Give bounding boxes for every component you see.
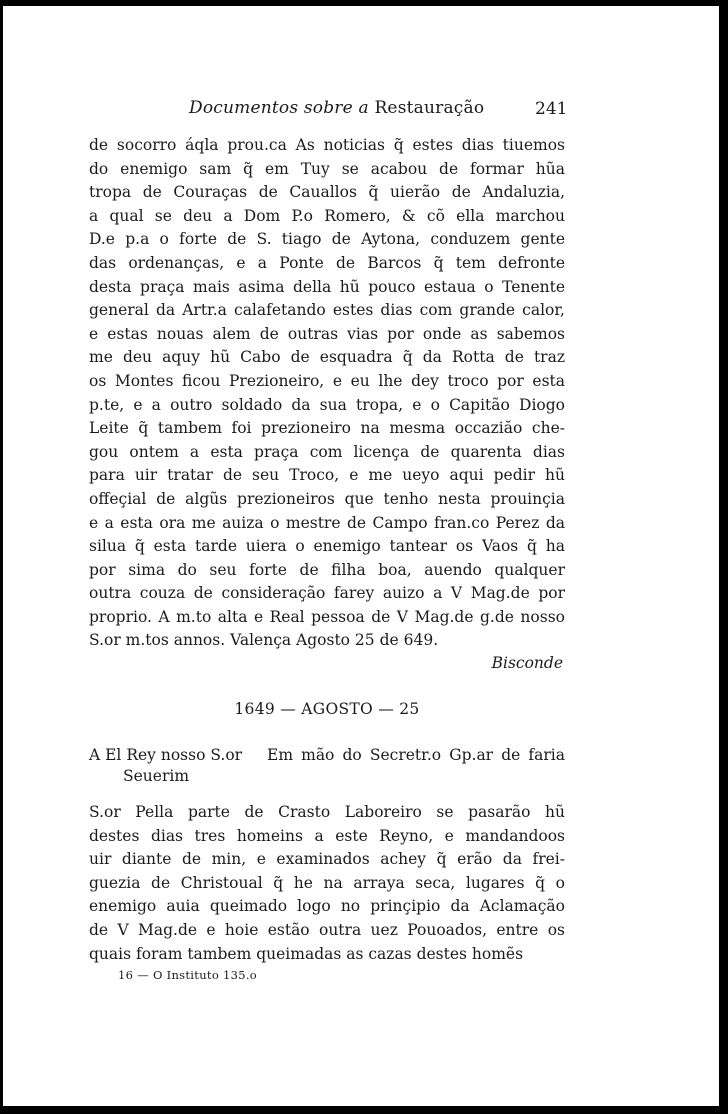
running-title-italic: Documentos sobre a bbox=[189, 98, 369, 118]
text-line: de socorro áqla prou.ca As noticias q̃ estes dias tiuemos bbox=[89, 136, 565, 154]
text-line: general da Artr.a calafetando estes dias com grande calor, bbox=[89, 301, 565, 320]
text-line: do enemigo sam q̃ em Tuy se acabou de formar hũa bbox=[89, 159, 565, 178]
text-line: de V Mag.de e hoie estão outra uez Pouoados, entre os bbox=[89, 920, 565, 939]
text-line: p.te, e a outro soldado da sua tropa, e o Capitão Diogo bbox=[89, 395, 565, 414]
text-line: a qual se deu a Dom P.o Romero, & cõ ella marchou bbox=[89, 206, 565, 225]
text-line: quais foram tambem queimadas as cazas destes homẽs bbox=[89, 944, 524, 963]
text-line: e a esta ora me auiza o mestre de Campo fran.co Perez da bbox=[89, 513, 565, 532]
text-line: guezia de Christoual q̃ he na arraya seca, lugares q̃ o bbox=[89, 873, 565, 892]
text-line: outra couza de consideração farey auizo a V Mag.de por bbox=[89, 584, 565, 603]
text-line: me deu aquy hũ Cabo de esquadra q̃ da Rotta de traz bbox=[89, 348, 565, 367]
text-line: uir diante de min, e examinados achey q̃ erão da frei- bbox=[89, 850, 565, 869]
address-delivery: Em mão do Secretr.o Gp.ar de faria bbox=[267, 746, 565, 764]
running-title bbox=[189, 98, 484, 118]
text-line: os Montes ficou Prezioneiro, e eu lhe dey troco por esta bbox=[89, 371, 565, 390]
signature: Bisconde bbox=[491, 654, 563, 672]
page-number: 241 bbox=[535, 99, 568, 119]
text-line: para uir tratar de seu Troco, e me ueyo aqui pedir hũ bbox=[89, 466, 565, 485]
date-heading: 1649 — AGOSTO — 25 bbox=[234, 700, 420, 718]
text-line: S.or Pella parte de Crasto Laboreiro se pasarão hũ bbox=[89, 803, 565, 821]
text-line: silua q̃ esta tarde uiera o enemigo tantear os Vaos q̃ ha bbox=[89, 537, 565, 556]
document-page bbox=[3, 6, 719, 1106]
text-line: S.or m.tos annos. Valença Agosto 25 de 649. bbox=[89, 631, 439, 650]
text-line: proprio. A m.to alta e Real pessoa de V Mag.de g.de nosso bbox=[89, 607, 565, 626]
running-title-regular: Restauração bbox=[374, 98, 485, 118]
text-line: destes dias tres homeins a este Reyno, e mandandoos bbox=[89, 826, 565, 845]
text-line: enemigo auia queimado logo no prinçipio da Aclamação bbox=[89, 897, 565, 916]
text-line: tropa de Couraças de Cauallos q̃ uierão de Andaluzia, bbox=[89, 183, 565, 202]
text-line: gou ontem a esta praça com licença de quarenta dias bbox=[89, 442, 565, 461]
page-header bbox=[3, 98, 719, 124]
text-line: desta praça mais asima della hũ pouco estaua o Tenente bbox=[89, 277, 565, 296]
text-line: por sima do seu forte de filha boa, auendo qualquer bbox=[89, 560, 565, 579]
address-recipient: A El Rey nosso S.or bbox=[89, 746, 243, 764]
text-line: D.e p.a o forte de S. tiago de Aytona, conduzem gente bbox=[89, 230, 565, 249]
text-line: e estas nouas alem de outras vias por onde as sabemos bbox=[89, 324, 565, 343]
text-line: Leite q̃ tambem foi prezioneiro na mesma occaziăo che- bbox=[89, 419, 565, 438]
letter-two-body bbox=[89, 801, 565, 966]
text-line: das ordenanças, e a Ponte de Barcos q̃ tem defronte bbox=[89, 253, 565, 272]
footer-signature-mark: 16 — O Instituto 135.o bbox=[118, 968, 258, 982]
text-line: offeçial de algũs prezioneiros que tenho nesta prouinçia bbox=[89, 489, 565, 508]
address-continuation: Seuerim bbox=[123, 767, 190, 785]
letter-one-body bbox=[89, 134, 565, 653]
